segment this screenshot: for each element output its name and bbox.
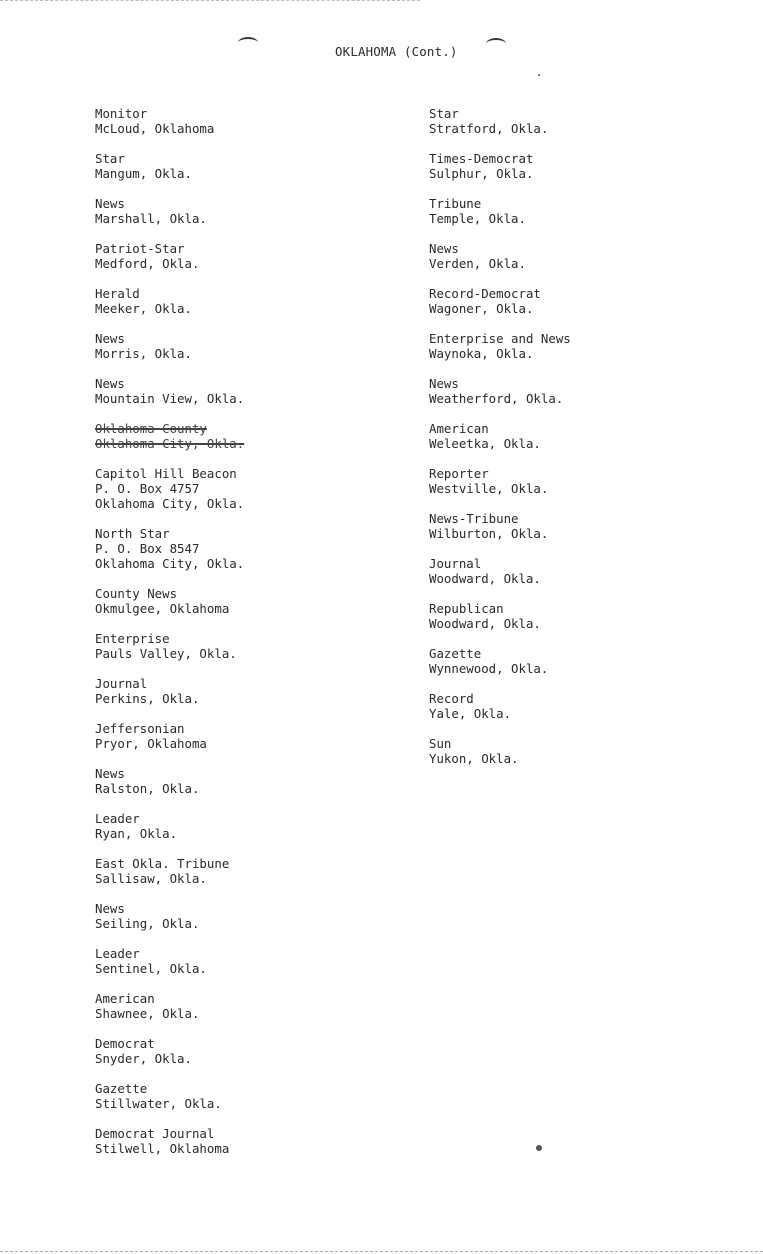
newspaper-entry [95,421,244,451]
newspaper-entry [429,376,571,406]
address-line: Yale, Okla. [429,706,512,721]
newspaper-entry [95,856,244,886]
top-dashed-border [0,0,420,1]
address-line: Oklahoma City, Okla. [95,496,245,511]
newspaper-entry [95,466,244,511]
address-line: Pauls Valley, Okla. [95,646,237,661]
newspaper-name: American [429,421,489,436]
address-line: Okmulgee, Oklahoma [95,601,230,616]
newspaper-name: News [429,241,459,256]
newspaper-name: Patriot-Star [95,241,185,256]
newspaper-entry [429,286,571,316]
newspaper-entry [95,901,244,931]
left-column [95,106,244,1171]
address-line: Wynnewood, Okla. [429,661,549,676]
newspaper-entry [95,676,244,706]
ink-speck [538,74,540,76]
newspaper-entry [95,946,244,976]
address-line: Oklahoma City, Okla. [95,556,245,571]
newspaper-entry [95,196,244,226]
address-line: Stillwater, Okla. [95,1096,222,1111]
address-line: Stratford, Okla. [429,121,549,136]
newspaper-entry [95,286,244,316]
newspaper-name: News [95,901,125,916]
address-line: Meeker, Okla. [95,301,192,316]
newspaper-name: Star [95,151,125,166]
newspaper-entry [429,241,571,271]
newspaper-name: Jeffersonian [95,721,185,736]
newspaper-entry [429,511,571,541]
address-line: Stilwell, Oklahoma [95,1141,230,1156]
newspaper-name: East Okla. Tribune [95,856,230,871]
newspaper-entry [95,1126,244,1156]
newspaper-entry [429,466,571,496]
newspaper-name: Journal [429,556,482,571]
newspaper-name: Enterprise [95,631,170,646]
newspaper-name: Times-Democrat [429,151,534,166]
right-hole-mark-icon [486,38,506,50]
newspaper-name: Monitor [95,106,148,121]
newspaper-name: Tribune [429,196,482,211]
ink-blot [536,1145,542,1151]
left-hole-mark-icon [238,37,258,49]
address-line: P. O. Box 4757 [95,481,200,496]
address-line: Temple, Okla. [429,211,526,226]
newspaper-name: News [95,376,125,391]
newspaper-name: Enterprise and News [429,331,571,346]
newspaper-entry [95,631,244,661]
newspaper-entry [95,721,244,751]
address-line: Sallisaw, Okla. [95,871,207,886]
newspaper-entry [95,241,244,271]
newspaper-entry [429,106,571,136]
newspaper-name: Gazette [429,646,482,661]
page-title: OKLAHOMA (Cont.) [335,44,458,59]
newspaper-entry [95,331,244,361]
newspaper-name: Republican [429,601,504,616]
address-line: Oklahoma City, Okla. [95,436,245,451]
newspaper-entry [429,196,571,226]
address-line: Wagoner, Okla. [429,301,534,316]
address-line: Medford, Okla. [95,256,200,271]
newspaper-entry [429,601,571,631]
newspaper-name: Record [429,691,474,706]
newspaper-entry [95,991,244,1021]
address-line: Yukon, Okla. [429,751,519,766]
newspaper-name: Journal [95,676,148,691]
newspaper-name: News [95,331,125,346]
newspaper-entry [429,736,571,766]
newspaper-name: Herald [95,286,140,301]
address-line: McLoud, Oklahoma [95,121,215,136]
newspaper-name: Oklahoma County [95,421,207,436]
newspaper-entry [429,556,571,586]
address-line: Mangum, Okla. [95,166,192,181]
newspaper-name: Democrat Journal [95,1126,215,1141]
newspaper-entry [429,421,571,451]
address-line: Perkins, Okla. [95,691,200,706]
address-line: Waynoka, Okla. [429,346,534,361]
newspaper-name: American [95,991,155,1006]
address-line: Weatherford, Okla. [429,391,564,406]
newspaper-name: News [95,196,125,211]
address-line: Woodward, Okla. [429,616,541,631]
address-line: Westville, Okla. [429,481,549,496]
newspaper-name: Sun [429,736,452,751]
newspaper-name: Leader [95,811,140,826]
newspaper-entry [95,376,244,406]
right-column [429,106,571,781]
address-line: Sulphur, Okla. [429,166,534,181]
newspaper-entry [95,766,244,796]
address-line: Verden, Okla. [429,256,526,271]
newspaper-entry [95,1081,244,1111]
newspaper-name: News-Tribune [429,511,519,526]
address-line: Ralston, Okla. [95,781,200,796]
bottom-dashed-border [0,1251,763,1252]
newspaper-name: Star [429,106,459,121]
address-line: Marshall, Okla. [95,211,207,226]
newspaper-name: Record-Democrat [429,286,541,301]
newspaper-entry [95,151,244,181]
newspaper-entry [95,586,244,616]
newspaper-entry [429,646,571,676]
address-line: Woodward, Okla. [429,571,541,586]
address-line: Weleetka, Okla. [429,436,541,451]
address-line: Shawnee, Okla. [95,1006,200,1021]
newspaper-entry [95,1036,244,1066]
newspaper-entry [95,811,244,841]
newspaper-name: Gazette [95,1081,148,1096]
newspaper-entry [429,331,571,361]
address-line: Seiling, Okla. [95,916,200,931]
newspaper-name: News [429,376,459,391]
newspaper-name: Leader [95,946,140,961]
newspaper-entry [429,691,571,721]
newspaper-name: County News [95,586,178,601]
address-line: P. O. Box 8547 [95,541,200,556]
address-line: Morris, Okla. [95,346,192,361]
address-line: Wilburton, Okla. [429,526,549,541]
address-line: Ryan, Okla. [95,826,178,841]
newspaper-entry [95,526,244,571]
newspaper-entry [429,151,571,181]
newspaper-name: News [95,766,125,781]
address-line: Pryor, Oklahoma [95,736,207,751]
newspaper-name: Democrat [95,1036,155,1051]
newspaper-entry [95,106,244,136]
newspaper-name: North Star [95,526,170,541]
address-line: Sentinel, Okla. [95,961,207,976]
address-line: Mountain View, Okla. [95,391,245,406]
newspaper-name: Capitol Hill Beacon [95,466,237,481]
address-line: Snyder, Okla. [95,1051,192,1066]
newspaper-name: Reporter [429,466,489,481]
